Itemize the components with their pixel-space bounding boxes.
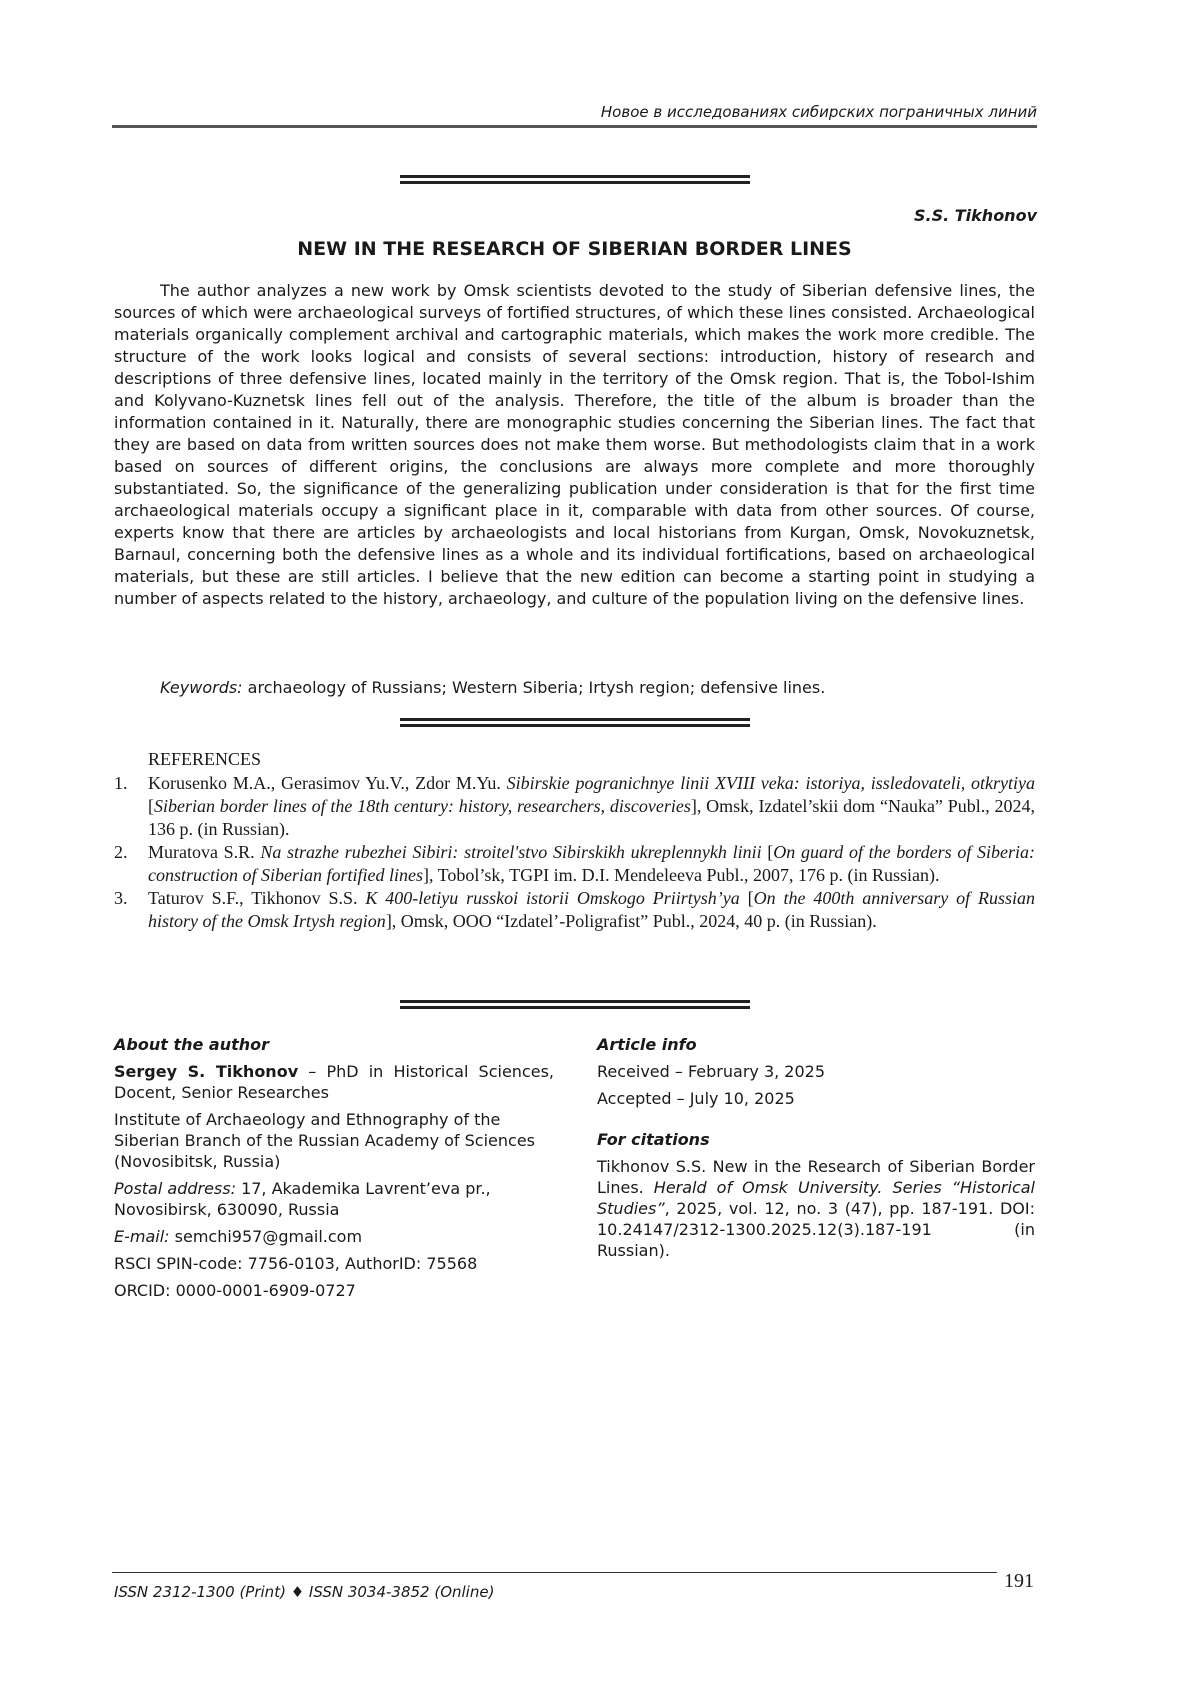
footer-rule	[112, 1572, 997, 1573]
author-institute: Institute of Archaeology and Ethnography of the Siberian Branch of the Russian Academy of Sciences (Novosibitsk, Russia)	[114, 1110, 535, 1171]
references	[114, 748, 1035, 933]
reference-number: 2.	[114, 842, 128, 862]
section-divider	[400, 175, 750, 184]
keywords-label: Keywords:	[160, 678, 243, 697]
author-name: Sergey S. Tikhonov	[114, 1062, 299, 1081]
header-rule	[112, 125, 1037, 128]
author-email: E-mail: semchi957@gmail.com	[114, 1227, 363, 1246]
reference-number: 3.	[114, 888, 128, 908]
author-orcid: ORCID: 0000-0001-6909-0727	[114, 1281, 356, 1300]
author-postal-address: Postal address: 17, Akademika Lavrent’eva pr., Novosibirsk, 630090, Russia	[114, 1179, 491, 1219]
citations-heading: For citations	[597, 1130, 710, 1149]
article-author: S.S. Tikhonov	[913, 206, 1037, 225]
page-number: 191	[1004, 1570, 1034, 1592]
author-rsci: RSCI SPIN-code: 7756-0103, AuthorID: 75568	[114, 1254, 478, 1273]
issn-footer: ISSN 2312-1300 (Print) ♦ ISSN 3034-3852 (Online)	[114, 1583, 495, 1601]
about-author-section	[114, 1034, 554, 1307]
about-author-heading: About the author	[114, 1035, 270, 1054]
reference-number: 1.	[114, 773, 128, 793]
reference-item	[114, 772, 1035, 841]
reference-text: Taturov S.F., Tikhonov S.S. K 400-letiyu russkoi istorii Omskogo Priirtysh’ya [On the 400th anniversary of Russian history of the Omsk Irtysh region], Omsk, OOO “Izdatel’-Poligrafist” Publ., 2024, 40 p. (in Russian).	[148, 888, 1035, 931]
reference-item	[114, 887, 1035, 933]
keywords	[160, 678, 1035, 697]
abstract: The author analyzes a new work by Omsk scientists devoted to the study of Siberian defensive lines, the sources of which were archaeological surveys of fortified structures, of which these lines consisted. Archaeological materials organically complement archival and cartographic materials, which makes the work more credible. The structure of the work looks logical and consists of several sections: introduction, history of research and descriptions of three defensive lines, located mainly in the territory of the Omsk region. That is, the Tobol-Ishim and Kolyvano-Kuznetsk lines fell out of the analysis. Therefore, the title of the album is broader than the information contained in it. Naturally, there are monographic studies concerning the Siberian lines. The fact that they are based on data from written sources does not make them worse. But methodologists claim that in a work based on sources of different origins, the conclusions are always more complete and more thoroughly substantiated. So, the significance of the generalizing publication under consideration is that for the first time archaeological materials occupy a significant place in it, comparable with data from other sources. Of course, experts know that there are articles by archaeologists and local historians from Kurgan, Omsk, Novokuznetsk, Barnaul, concerning both the defensive lines as a whole and its individual fortifications, based on archaeological materials, but these are still articles. I believe that the new edition can become a starting point in studying a number of aspects related to the history, archaeology, and culture of the population living on the defensive lines.	[114, 281, 1035, 608]
keywords-text: archaeology of Russians; Western Siberia; Irtysh region; defensive lines.	[242, 678, 826, 697]
references-heading: REFERENCES	[148, 749, 262, 769]
reference-item	[114, 841, 1035, 887]
reference-text: Muratova S.R. Na strazhe rubezhei Sibiri: stroitel'stvo Sibirskikh ukreplennykh linii [On guard of the borders of Siberia: construction of Siberian fortified lines], Tobol’sk, TGPI im. D.I. Mendeleeva Publ., 2007, 176 p. (in Russian).	[148, 842, 1035, 885]
article-title: NEW IN THE RESEARCH OF SIBERIAN BORDER LINES	[297, 238, 852, 260]
author-credentials: Sergey S. Tikhonov – PhD in Historical Sciences, Docent, Senior Researches	[114, 1062, 554, 1102]
received-date: Received – February 3, 2025	[597, 1062, 826, 1081]
section-divider	[400, 718, 750, 727]
accepted-date: Accepted – July 10, 2025	[597, 1089, 795, 1108]
section-divider	[400, 1000, 750, 1009]
running-head: Новое в исследованиях сибирских пограничных линий	[600, 103, 1037, 121]
reference-text: Korusenko M.A., Gerasimov Yu.V., Zdor M.Yu. Sibirskie pogranichnye linii XVIII veka: istoriya, issledovateli, otkrytiya [Siberian border lines of the 18th century: history, researchers, discoveries], Omsk, Izdatel’skii dom “Nauka” Publ., 2024, 136 p. (in Russian).	[148, 773, 1035, 839]
citation-text: Tikhonov S.S. New in the Research of Siberian Border Lines. Herald of Omsk University. Series “Historical Studies”, 2025, vol. 12, no. 3 (47), pp. 187-191. DOI: 10.24147/2312-1300.2025.12(3).187-191 (in Russian).	[597, 1157, 1035, 1260]
article-info-heading: Article info	[597, 1035, 697, 1054]
article-info-section	[597, 1034, 1035, 1267]
